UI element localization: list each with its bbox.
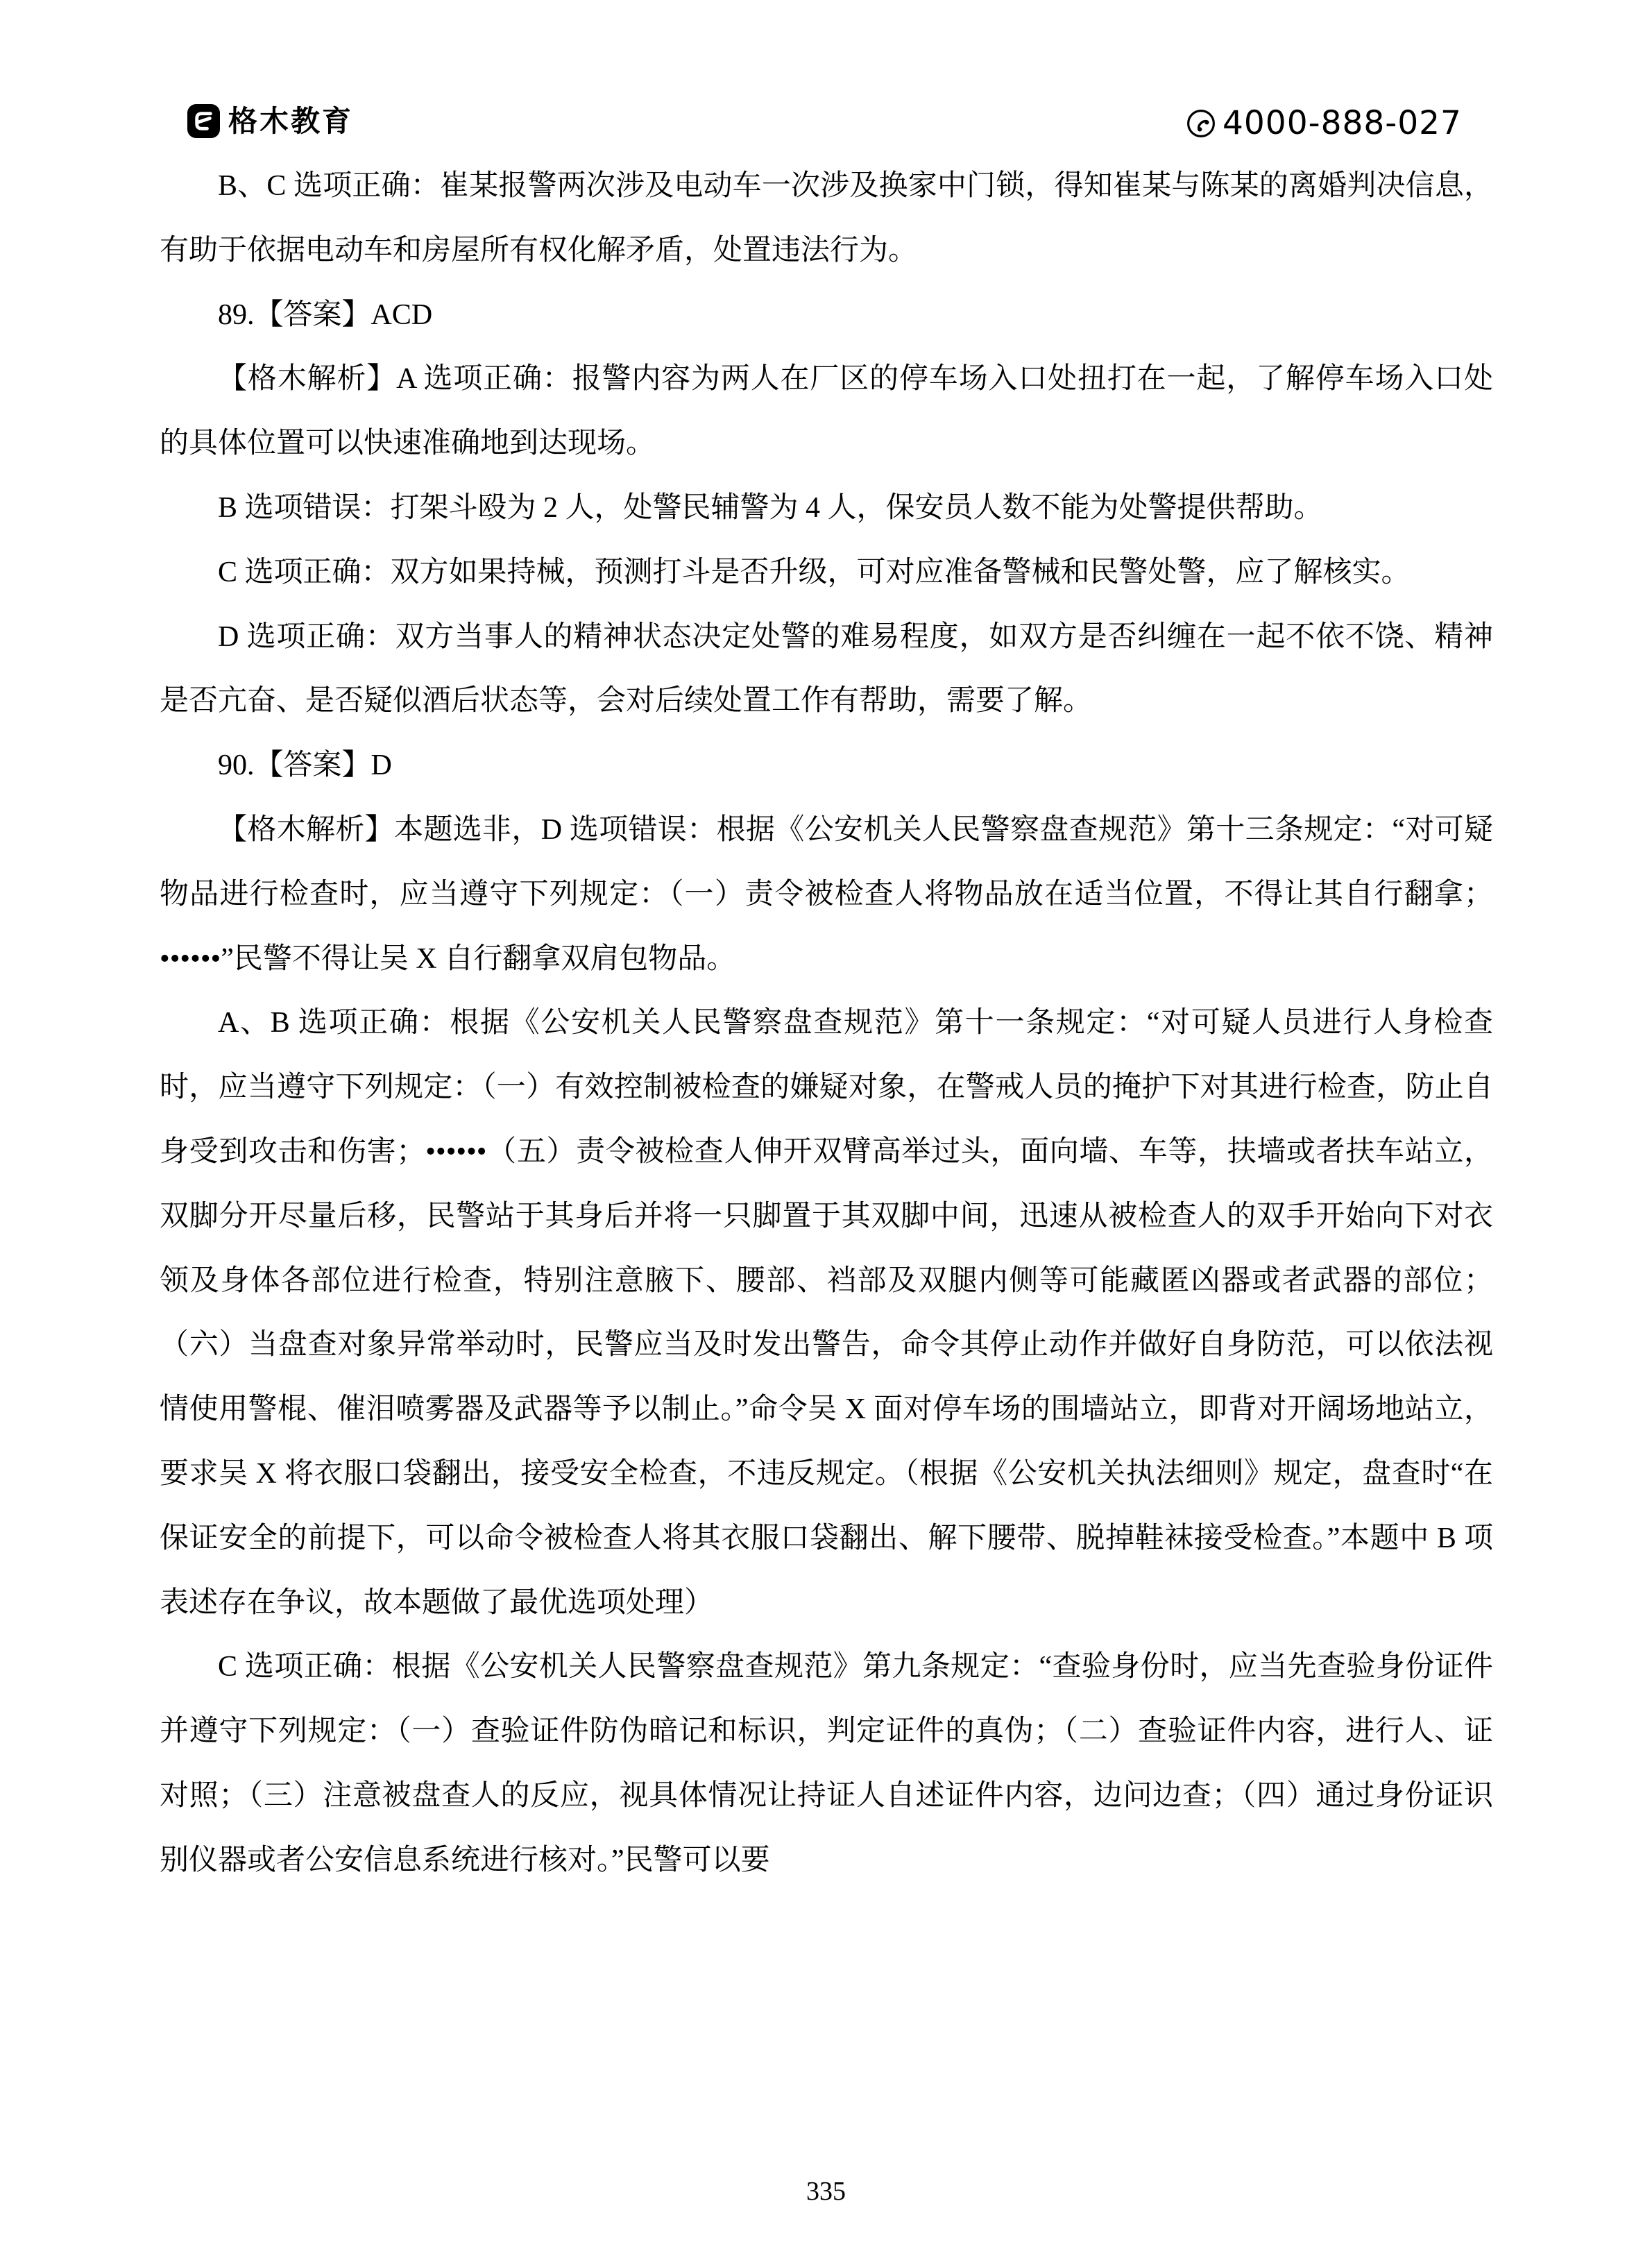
paragraph: D 选项正确：双方当事人的精神状态决定处警的难易程度，如双方是否纠缠在一起不依不饶、精神是否亢奋、是否疑似酒后状态等，会对后续处置工作有帮助，需要了解。: [160, 620, 1493, 717]
paragraph: 【格木解析】A 选项正确：报警内容为两人在厂区的停车场入口处扭打在一起，了解停车场入口处的具体位置可以快速准确地到达现场。: [160, 363, 1493, 460]
paragraph: C 选项正确：双方如果持械，预测打斗是否升级，可对应准备警械和民警处警，应了解核实。: [218, 556, 1411, 588]
brand-name: 格木教育: [228, 104, 354, 138]
gemu-logo-icon: [187, 104, 220, 138]
paragraph: A、B 选项正确：根据《公安机关人民警察盘查规范》第十一条规定：“对可疑人员进行人身检查时，应当遵守下列规定：（一）有效控制被检查的嫌疑对象，在警戒人员的掩护下对其进行检查，防止自身受到攻击和伤害；••••••（五）责令被检查人伸开双臂高举过头，面向墙、车等，扶墙或者扶车站立，双脚分开尽量后移，民警站于其身后并将一只脚置于其双脚中间，迅速从被检查人的双手开始向下对衣领及身体各部位进行检查，特别注意腋下、腰部、裆部及双腿内侧等可能藏匿凶器或者武器的部位；（六）当盘查对象异常举动时，民警应当及时发出警告，命令其停止动作并做好自身防范，可以依法视情使用警棍、催泪喷雾器及武器等予以制止。”命令吴 X 面对停车场的围墙站立，即背对开阔场地站立，要求吴 X 将衣服口袋翻出，接受安全检查，不违反规定。（根据《公安机关执法细则》规定，盘查时“在保证安全的前提下，可以命令被检查人将其衣服口袋翻出、解下腰带、脱掉鞋袜接受检查。”本题中 B 项表述存在争议，故本题做了最优选项处理）: [160, 1007, 1493, 1619]
paragraph: 【格木解析】本题选非，D 选项错误：根据《公安机关人民警察盘查规范》第十三条规定：“对可疑物品进行检查时，应当遵守下列规定：（一）责令被检查人将物品放在适当位置，不得让其自行翻拿；••••••”民警不得让吴 X 自行翻拿双肩包物品。: [160, 813, 1493, 975]
paragraph: 90.【答案】D: [218, 749, 392, 782]
paragraph: 89.【答案】ACD: [218, 298, 433, 331]
brand-logo: [187, 104, 353, 138]
contact-phone: [1186, 104, 1462, 142]
paragraph: B 选项错误：打架斗殴为 2 人，处警民辅警为 4 人，保安员人数不能为处警提供帮助。: [218, 491, 1323, 524]
document-body: [160, 154, 1493, 1893]
phone-icon: [1186, 109, 1216, 138]
phone-number: 4000-888-027: [1223, 104, 1462, 142]
paragraph: C 选项正确：根据《公安机关人民警察盘查规范》第九条规定：“查验身份时，应当先查验身份证件并遵守下列规定：（一）查验证件防伪暗记和标识，判定证件的真伪；（二）查验证件内容，进行人、证对照；（三）注意被盘查人的反应，视具体情况让持证人自述证件内容，边问边查；（四）通过身份证识别仪器或者公安信息系统进行核对。”民警可以要: [160, 1651, 1493, 1876]
paragraph: B、C 选项正确：崔某报警两次涉及电动车一次涉及换家中门锁，得知崔某与陈某的离婚判决信息，有助于依据电动车和房屋所有权化解矛盾，处置违法行为。: [160, 170, 1493, 266]
page-number: 335: [806, 2177, 846, 2206]
